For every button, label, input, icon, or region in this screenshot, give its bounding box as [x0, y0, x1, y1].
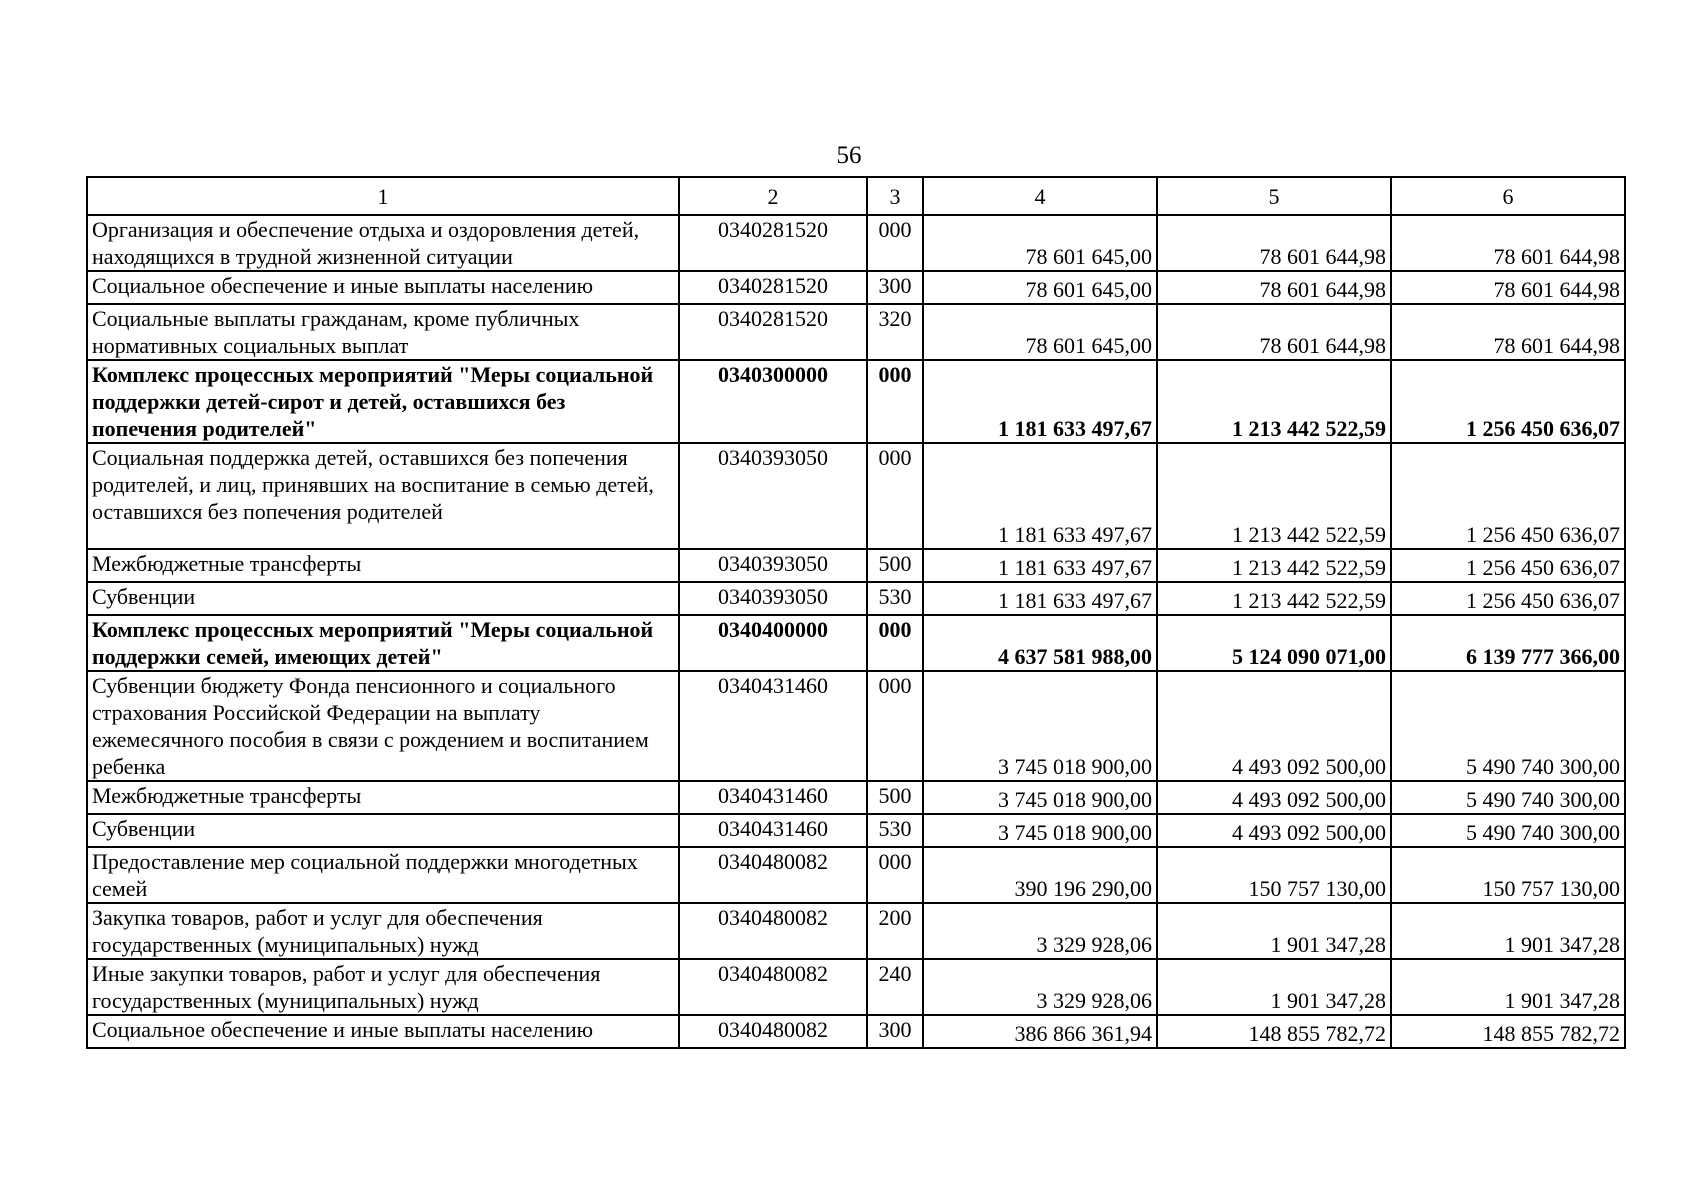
row-value-6-cell: 5 490 740 300,00 [1391, 671, 1625, 781]
row-code-cell: 0340431460 [679, 781, 867, 814]
row-type-cell: 000 [867, 443, 923, 549]
row-type-cell: 300 [867, 271, 923, 304]
table-row [87, 304, 1625, 360]
row-value-6-cell: 6 139 777 366,00 [1391, 615, 1625, 671]
row-value-5-cell: 148 855 782,72 [1157, 1015, 1391, 1048]
row-value-6-cell: 5 490 740 300,00 [1391, 781, 1625, 814]
row-name-cell: Социальное обеспечение и иные выплаты населению [87, 271, 679, 304]
table-row [87, 615, 1625, 671]
row-code-cell: 0340281520 [679, 271, 867, 304]
row-code-cell: 0340431460 [679, 671, 867, 781]
row-value-6-cell: 1 901 347,28 [1391, 959, 1625, 1015]
row-value-6-cell: 5 490 740 300,00 [1391, 814, 1625, 847]
budget-table [86, 176, 1626, 1049]
row-value-5-cell: 4 493 092 500,00 [1157, 781, 1391, 814]
row-code-cell: 0340400000 [679, 615, 867, 671]
column-number-3: 3 [867, 177, 923, 215]
row-value-6-cell: 150 757 130,00 [1391, 847, 1625, 903]
row-value-5-cell: 5 124 090 071,00 [1157, 615, 1391, 671]
table-row [87, 781, 1625, 814]
row-value-4-cell: 1 181 633 497,67 [923, 549, 1157, 582]
row-value-4-cell: 3 745 018 900,00 [923, 781, 1157, 814]
table-row [87, 443, 1625, 549]
row-value-4-cell: 390 196 290,00 [923, 847, 1157, 903]
row-value-6-cell: 1 256 450 636,07 [1391, 360, 1625, 443]
row-name-cell: Субвенции [87, 814, 679, 847]
row-value-4-cell: 3 745 018 900,00 [923, 814, 1157, 847]
row-value-5-cell: 4 493 092 500,00 [1157, 671, 1391, 781]
row-value-5-cell: 1 213 442 522,59 [1157, 549, 1391, 582]
row-code-cell: 0340393050 [679, 443, 867, 549]
row-value-6-cell: 1 256 450 636,07 [1391, 582, 1625, 615]
row-value-6-cell: 1 256 450 636,07 [1391, 549, 1625, 582]
row-code-cell: 0340480082 [679, 903, 867, 959]
budget-table-body [87, 177, 1625, 1048]
table-row [87, 903, 1625, 959]
row-name-cell: Предоставление мер социальной поддержки многодетных семей [87, 847, 679, 903]
row-type-cell: 000 [867, 360, 923, 443]
row-type-cell: 500 [867, 549, 923, 582]
row-name-cell: Социальное обеспечение и иные выплаты населению [87, 1015, 679, 1048]
row-name-cell: Социальные выплаты гражданам, кроме публичных нормативных социальных выплат [87, 304, 679, 360]
row-value-5-cell: 78 601 644,98 [1157, 271, 1391, 304]
column-number-4: 4 [923, 177, 1157, 215]
row-type-cell: 240 [867, 959, 923, 1015]
row-type-cell: 530 [867, 814, 923, 847]
table-row [87, 360, 1625, 443]
row-type-cell: 500 [867, 781, 923, 814]
row-value-5-cell: 150 757 130,00 [1157, 847, 1391, 903]
row-value-4-cell: 3 329 928,06 [923, 959, 1157, 1015]
row-value-5-cell: 1 213 442 522,59 [1157, 582, 1391, 615]
row-value-4-cell: 3 329 928,06 [923, 903, 1157, 959]
row-value-5-cell: 78 601 644,98 [1157, 304, 1391, 360]
row-name-cell: Межбюджетные трансферты [87, 549, 679, 582]
row-value-4-cell: 78 601 645,00 [923, 304, 1157, 360]
table-row [87, 1015, 1625, 1048]
row-code-cell: 0340393050 [679, 549, 867, 582]
row-name-cell: Закупка товаров, работ и услуг для обеспечения государственных (муниципальных) нужд [87, 903, 679, 959]
row-type-cell: 000 [867, 847, 923, 903]
row-value-4-cell: 3 745 018 900,00 [923, 671, 1157, 781]
table-row [87, 215, 1625, 271]
row-code-cell: 0340480082 [679, 847, 867, 903]
row-name-cell: Социальная поддержка детей, оставшихся без попечения родителей, и лиц, принявших на воспитание в семью детей, оставшихся без попечения родителей [87, 443, 679, 549]
row-name-cell: Организация и обеспечение отдыха и оздоровления детей, находящихся в трудной жизненной ситуации [87, 215, 679, 271]
row-value-6-cell: 1 901 347,28 [1391, 903, 1625, 959]
row-value-4-cell: 1 181 633 497,67 [923, 443, 1157, 549]
row-value-5-cell: 1 213 442 522,59 [1157, 360, 1391, 443]
row-value-4-cell: 78 601 645,00 [923, 271, 1157, 304]
row-type-cell: 000 [867, 615, 923, 671]
row-type-cell: 530 [867, 582, 923, 615]
row-name-cell: Комплекс процессных мероприятий "Меры социальной поддержки детей-сирот и детей, оставшихся без попечения родителей" [87, 360, 679, 443]
row-value-4-cell: 1 181 633 497,67 [923, 582, 1157, 615]
row-value-4-cell: 1 181 633 497,67 [923, 360, 1157, 443]
table-row [87, 582, 1625, 615]
row-code-cell: 0340431460 [679, 814, 867, 847]
column-number-1: 1 [87, 177, 679, 215]
row-value-5-cell: 1 213 442 522,59 [1157, 443, 1391, 549]
row-name-cell: Комплекс процессных мероприятий "Меры социальной поддержки семей, имеющих детей" [87, 615, 679, 671]
row-code-cell: 0340480082 [679, 1015, 867, 1048]
column-number-row [87, 177, 1625, 215]
page-number: 56 [836, 142, 862, 169]
row-name-cell: Субвенции бюджету Фонда пенсионного и социального страхования Российской Федерации на выплату ежемесячного пособия в связи с рождением и воспитанием ребенка [87, 671, 679, 781]
row-value-5-cell: 1 901 347,28 [1157, 903, 1391, 959]
row-name-cell: Межбюджетные трансферты [87, 781, 679, 814]
row-code-cell: 0340300000 [679, 360, 867, 443]
column-number-6: 6 [1391, 177, 1625, 215]
table-row [87, 814, 1625, 847]
row-value-6-cell: 78 601 644,98 [1391, 215, 1625, 271]
column-number-2: 2 [679, 177, 867, 215]
column-number-5: 5 [1157, 177, 1391, 215]
row-type-cell: 000 [867, 671, 923, 781]
table-row [87, 549, 1625, 582]
table-row [87, 847, 1625, 903]
row-name-cell: Иные закупки товаров, работ и услуг для обеспечения государственных (муниципальных) нужд [87, 959, 679, 1015]
row-type-cell: 320 [867, 304, 923, 360]
row-code-cell: 0340281520 [679, 215, 867, 271]
table-row [87, 271, 1625, 304]
row-name-cell: Субвенции [87, 582, 679, 615]
row-value-4-cell: 386 866 361,94 [923, 1015, 1157, 1048]
row-value-4-cell: 78 601 645,00 [923, 215, 1157, 271]
row-type-cell: 000 [867, 215, 923, 271]
row-type-cell: 300 [867, 1015, 923, 1048]
row-value-5-cell: 78 601 644,98 [1157, 215, 1391, 271]
row-value-6-cell: 148 855 782,72 [1391, 1015, 1625, 1048]
row-value-6-cell: 1 256 450 636,07 [1391, 443, 1625, 549]
row-value-4-cell: 4 637 581 988,00 [923, 615, 1157, 671]
table-row [87, 959, 1625, 1015]
row-code-cell: 0340480082 [679, 959, 867, 1015]
row-value-6-cell: 78 601 644,98 [1391, 271, 1625, 304]
table-row [87, 671, 1625, 781]
row-value-5-cell: 1 901 347,28 [1157, 959, 1391, 1015]
row-value-6-cell: 78 601 644,98 [1391, 304, 1625, 360]
row-value-5-cell: 4 493 092 500,00 [1157, 814, 1391, 847]
row-code-cell: 0340393050 [679, 582, 867, 615]
row-type-cell: 200 [867, 903, 923, 959]
row-code-cell: 0340281520 [679, 304, 867, 360]
